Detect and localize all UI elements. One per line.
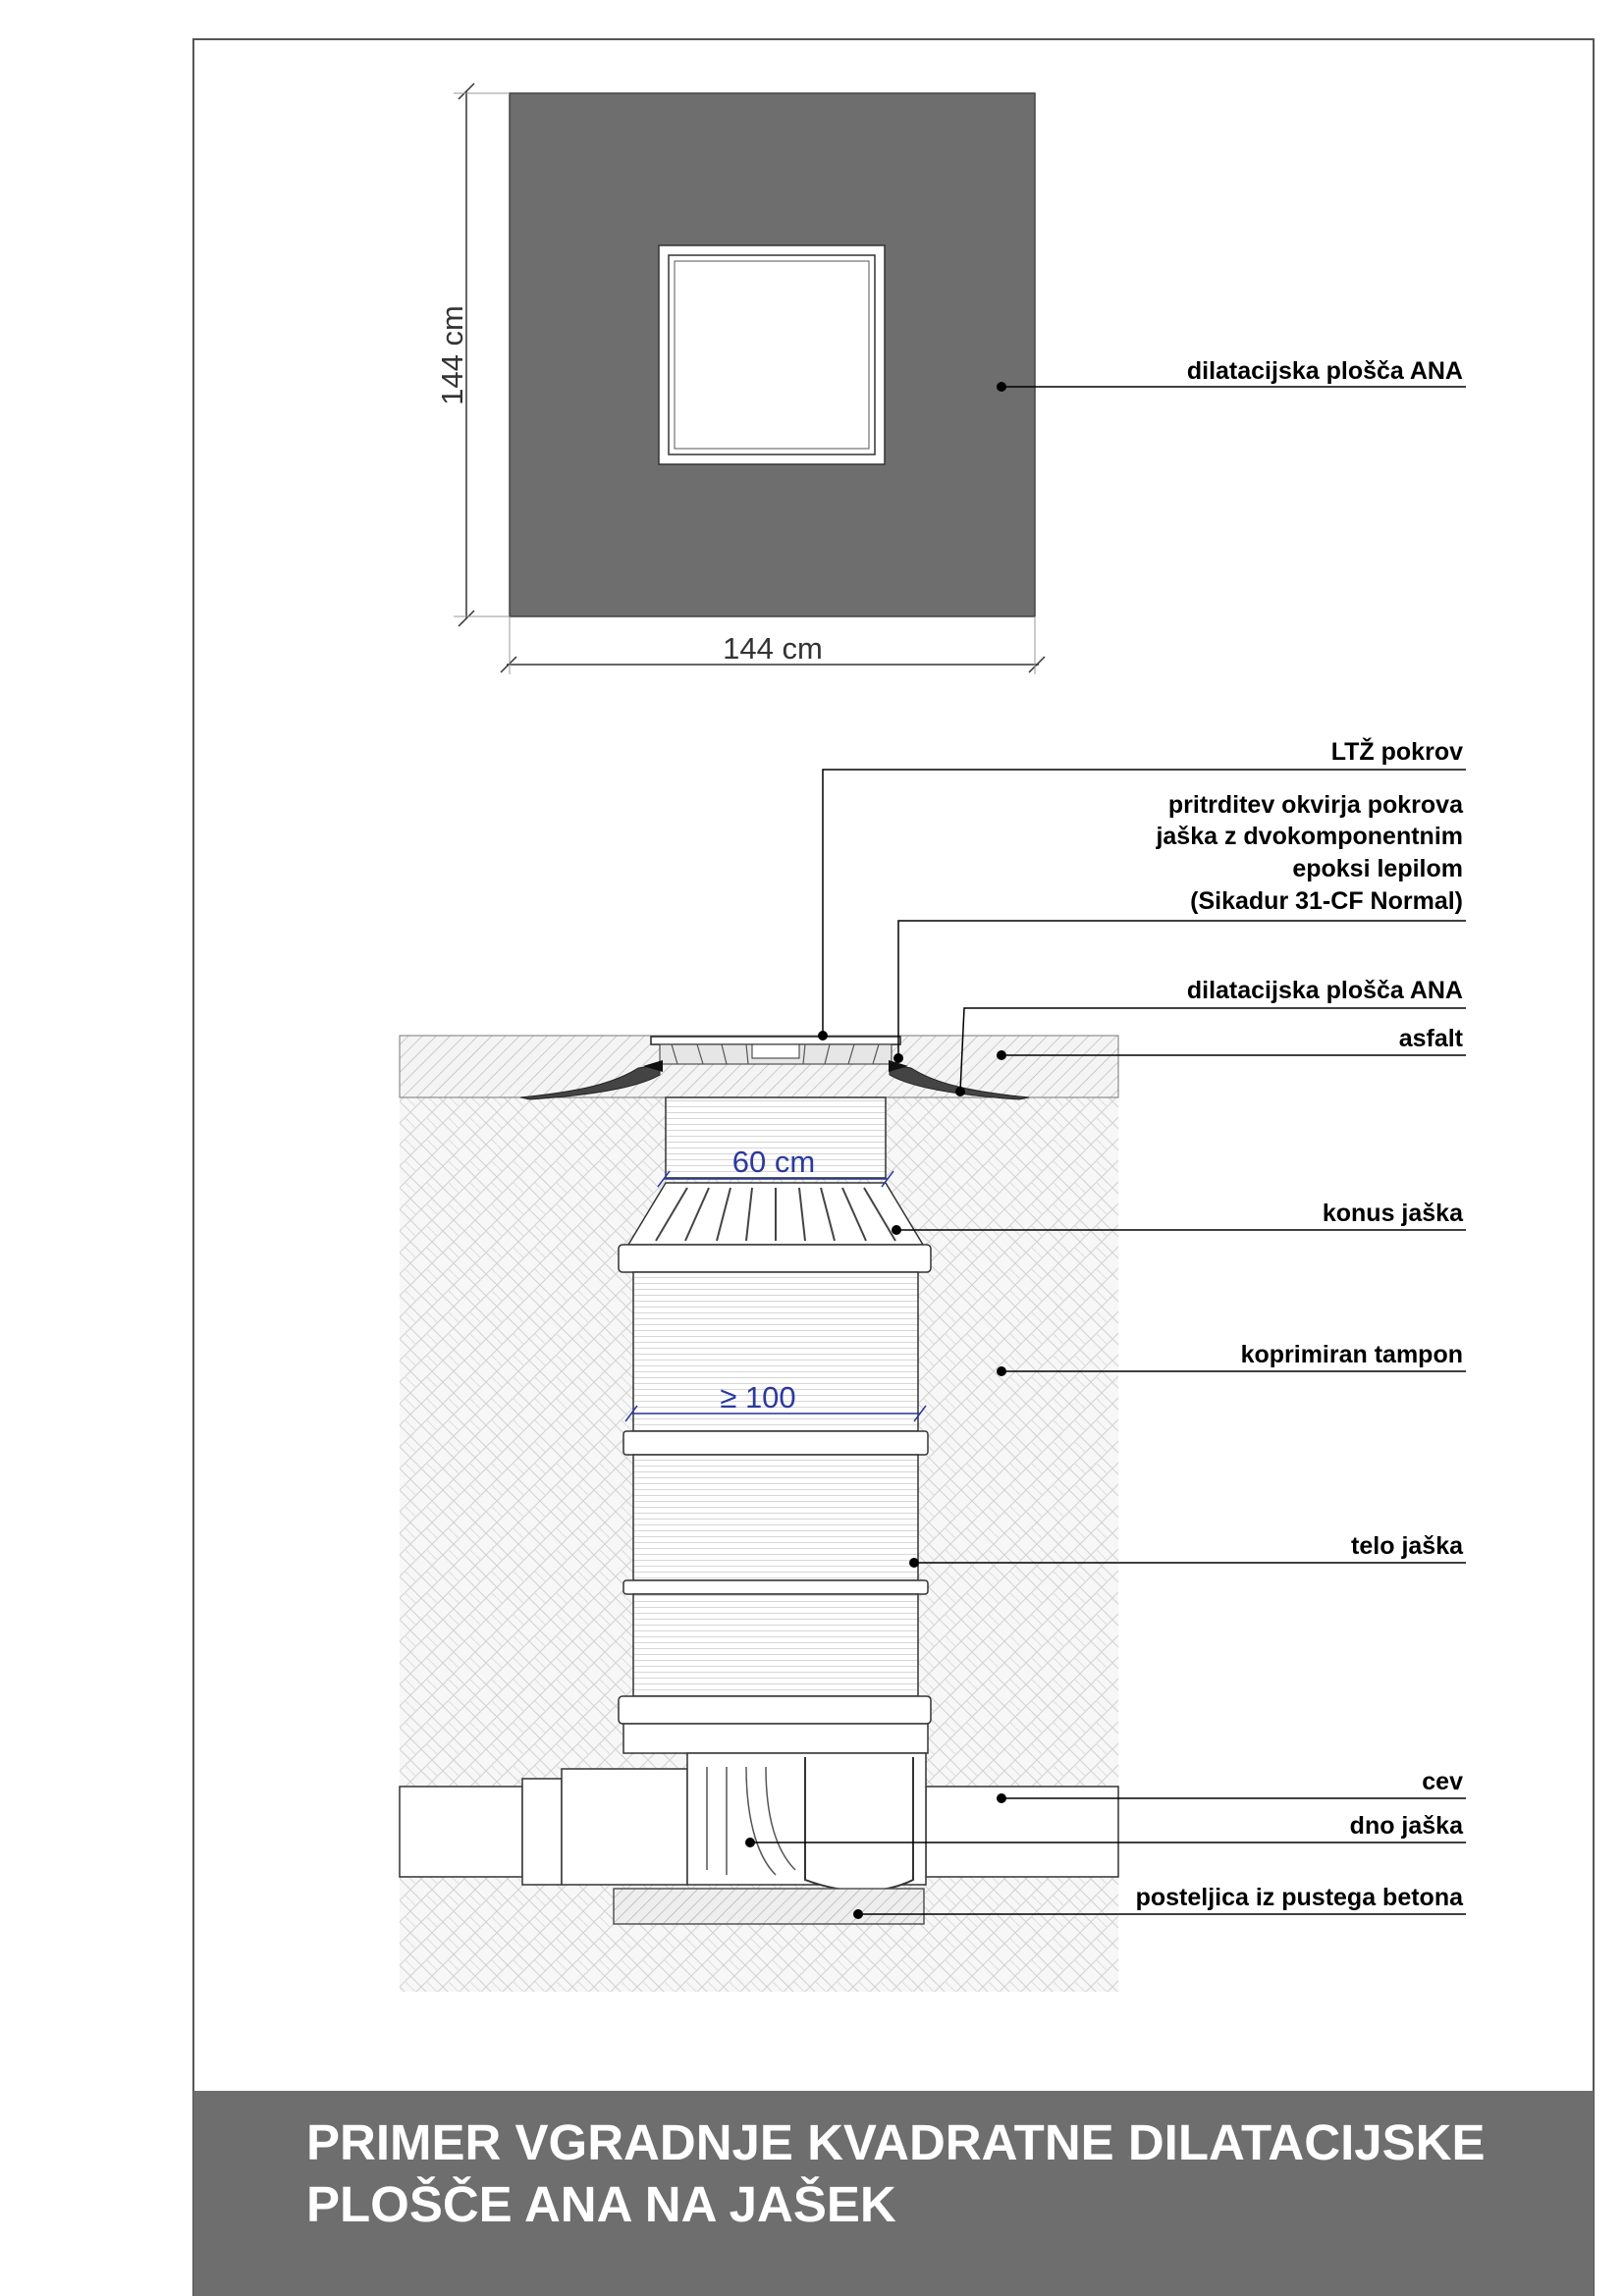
concrete-bedding [614, 1889, 924, 1924]
dimension-shaft-text: ≥ 100 [720, 1380, 796, 1415]
shaft-body [619, 1272, 931, 1753]
title-line-1: PRIMER VGRADNJE KVADRATNE DILATACIJSKE [306, 2114, 1486, 2170]
dimension-cover-text: 60 cm [731, 1145, 816, 1179]
cover-opening [675, 261, 869, 449]
label-fixing-3: epoksi lepilom [1292, 855, 1463, 882]
dimension-horizontal-text: 144 cm [723, 631, 823, 666]
label-bedding: posteljica iz pustega betona [1135, 1884, 1463, 1911]
pipe-inlet [400, 1769, 687, 1885]
label-fixing-1: pritrditev okvirja pokrova [1167, 791, 1463, 819]
shaft-cone [628, 1183, 923, 1245]
label-pipe: cev [1422, 1768, 1463, 1795]
label-fixing-4: (Sikadur 31-CF Normal) [1190, 887, 1463, 915]
label-cone: konus jaška [1322, 1200, 1463, 1227]
label-fill: koprimiran tampon [1240, 1341, 1463, 1368]
dimension-vertical-text: 144 cm [435, 305, 469, 405]
label-cover: LTŽ pokrov [1330, 738, 1463, 766]
plan-view [435, 83, 1466, 674]
cone-flange [619, 1245, 931, 1272]
label-asphalt: asfalt [1398, 1025, 1463, 1052]
label-bottom: dno jaška [1349, 1812, 1463, 1840]
label-body: telo jaška [1351, 1532, 1463, 1560]
title-line-2: PLOŠČE ANA NA JAŠEK [306, 2176, 896, 2232]
pipe-outlet [926, 1787, 1118, 1877]
section-view [400, 736, 1466, 1992]
label-plate-plan: dilatacijska plošča ANA [1186, 357, 1463, 385]
label-plate-section: dilatacijska plošča ANA [1186, 977, 1463, 1004]
label-fixing-2: jaška z dvokomponentnim [1156, 823, 1463, 850]
shaft-bottom [687, 1753, 926, 1891]
